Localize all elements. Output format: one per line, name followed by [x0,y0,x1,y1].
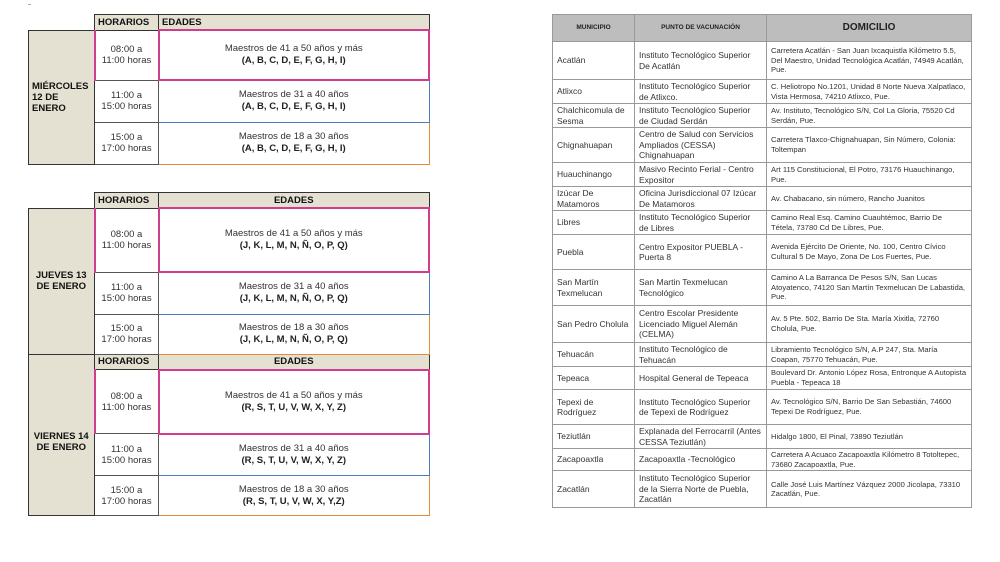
domicilio-cell: C. Heliotropo No.1201, Unidad 8 Norte Nueva Xalpatlaco, Vista Hermosa, 74210 Atlixco, Pue. [767,80,972,104]
age-group [159,122,430,164]
letters-text: (A, B, C, D, E, F, G, H, I) [241,101,346,113]
time-slot: 08:00 a 11:00 horas [95,30,159,80]
day-label: VIERNES 14 DE ENERO [29,370,95,516]
punto-cell: Instituto Tecnológico Superior de Ciudad Serdán [635,104,767,128]
municipio-cell: Tepeaca [553,367,635,390]
domicilio-cell: Art 115 Constitucional, El Potro, 73176 Huauchinango, Pue. [767,163,972,187]
time-slot: 11:00 a 15:00 horas [95,272,159,314]
municipio-cell: Puebla [553,235,635,270]
site-row [553,80,972,104]
day-label: JUEVES 13 DE ENERO [29,208,95,354]
header-edades: EDADES [159,354,430,370]
schedule-header-row [29,15,430,31]
municipio-cell: Atlixco [553,80,635,104]
schedule-row [29,30,430,80]
time-slot: 11:00 a 15:00 horas [95,434,159,476]
punto-cell: Zacapoaxtla -Tecnológico [635,449,767,471]
punto-cell: Hospital General de Tepeaca [635,367,767,390]
sites-body [553,42,972,508]
age-text: Maestros de 31 a 40 años [238,442,349,454]
punto-cell: Instituto Tecnológico Superior de Atlixco. [635,80,767,104]
age-text: Maestros de 41 a 50 años y más [224,228,363,239]
punto-cell: Centro Expositor PUEBLA - Puerta 8 [635,235,767,270]
header-blank [29,354,95,370]
municipio-cell: Izúcar De Matamoros [553,187,635,211]
age-group [159,434,430,476]
age-group [159,30,430,80]
header-horarios: HORARIOS [95,15,159,31]
age-group [159,80,430,122]
header-domicilio: DOMICILIO [767,15,972,42]
domicilio-cell: Av. Chabacano, sin número, Rancho Juanitos [767,187,972,211]
header-blank [29,15,95,31]
domicilio-cell: Avenida Ejército De Oriente, No. 100, Centro Cívico Cultural 5 De Mayo, Zona De Los Fuertes, Pue. [767,235,972,270]
site-row [553,104,972,128]
punto-cell: Instituto Tecnológico Superior de Tepexi de Rodríguez [635,390,767,425]
schedule-row [29,370,430,434]
site-row [553,343,972,367]
schedule-header-row [29,354,430,370]
time-slot: 11:00 a 15:00 horas [95,80,159,122]
schedule-table-wednesday [28,14,430,165]
site-row [553,42,972,80]
header-horarios: HORARIOS [95,193,159,209]
municipio-cell: Acatlán [553,42,635,80]
header-punto: PUNTO DE VACUNACIÓN [635,15,767,42]
letters-text: (A, B, C, D, E, F, G, H, I) [241,143,346,154]
age-group [159,208,430,272]
punto-cell: San Martin Texmelucan Tecnológico [635,270,767,306]
site-row [553,187,972,211]
municipio-cell: Tehuacán [553,343,635,367]
municipio-cell: Libres [553,211,635,235]
letters-text: (R, S, T, U, V, W, X, Y, Z) [241,401,347,413]
site-row [553,306,972,343]
time-slot: 15:00 a 17:00 horas [95,476,159,516]
municipio-cell: San Martín Texmelucan [553,270,635,306]
domicilio-cell: Camino Real Esq. Camino Cuauhtémoc, Barrio De Tétela, 73780 Cd De Libres, Pue. [767,211,972,235]
site-row [553,235,972,270]
domicilio-cell: Carretera Acatlán - San Juan Ixcaquistla Kilómetro 5.5, Del Maestro, Unidad Tecnológica Acatlán, 74949 Acatlán, Pue. [767,42,972,80]
age-text: Maestros de 18 a 30 años [238,483,349,495]
age-text: Maestros de 18 a 30 años [238,322,349,333]
municipio-cell: Chalchicomula de Sesma [553,104,635,128]
municipio-cell: Tepexi de Rodríguez [553,390,635,425]
site-row [553,471,972,508]
domicilio-cell: Libramiento Tecnológico S/N, A.P 247, Sta. María Coapan, 75770 Tehuacán, Pue. [767,343,972,367]
municipio-cell: Chignahuapan [553,128,635,163]
letters-text: (R, S, T, U, V, W, X, Y, Z) [241,454,347,466]
punto-cell: Masivo Recinto Ferial - Centro Expositor [635,163,767,187]
domicilio-cell: Av. 5 Pte. 502, Barrio De Sta. María Xixitla, 72760 Cholula, Pue. [767,306,972,343]
letters-text: (J, K, L, M, N, Ñ, O, P, Q) [239,240,348,251]
municipio-cell: Teziutlán [553,425,635,449]
header-horarios: HORARIOS [95,354,159,370]
domicilio-cell: Av. Instituto, Tecnológico S/N, Col La Gloria, 75520 Cd Serdán, Pue. [767,104,972,128]
punto-cell: Explanada del Ferrocarril (Antes CESSA Teziutlán) [635,425,767,449]
age-text: Maestros de 31 a 40 años [238,89,349,101]
age-text: Maestros de 41 a 50 años y más [224,389,363,401]
municipio-cell: Zacatlán [553,471,635,508]
punto-cell: Centro de Salud con Servicios Ampliados (CESSA) Chignahuapan [635,128,767,163]
header-edades: EDADES [159,193,430,209]
domicilio-cell: Carretera A Acuaco Zacapoaxtla Kilómetro 8 Totoltepec, 73680 Zacapoaxtla, Pue. [767,449,972,471]
punto-cell: Instituto Tecnológico Superior de la Sierra Norte de Puebla, Zacatlán [635,471,767,508]
domicilio-cell: Camino A La Barranca De Pesos S/N, San Lucas Atoyatenco, 74120 San Martín Texmelucan De Labastida, Pue. [767,270,972,306]
domicilio-cell: Carretera Tlaxco-Chignahuapan, Sin Número, Colonia: Toltempan [767,128,972,163]
header-municipio: MUNICIPIO [553,15,635,42]
municipio-cell: Zacapoaxtla [553,449,635,471]
time-slot: 15:00 a 17:00 horas [95,122,159,164]
punto-cell: Instituto Tecnológico Superior de Libres [635,211,767,235]
page-corner-mark [28,4,31,5]
age-group [159,476,430,516]
site-row [553,390,972,425]
time-slot: 08:00 a 11:00 horas [95,208,159,272]
schedule-table-thursday-friday [28,192,430,516]
time-slot: 15:00 a 17:00 horas [95,314,159,354]
schedule-row [29,208,430,272]
site-row [553,163,972,187]
age-text: Maestros de 18 a 30 años [238,131,349,142]
municipio-cell: Huauchinango [553,163,635,187]
site-row [553,270,972,306]
site-row [553,211,972,235]
domicilio-cell: Boulevard Dr. Antonio López Rosa, Entronque A Autopista Puebla - Tepeaca 18 [767,367,972,390]
domicilio-cell: Calle José Luis Martínez Vázquez 2000 Jicolapa, 73310 Zacatlán, Pue. [767,471,972,508]
day-label: MIÉRCOLES 12 DE ENERO [29,30,95,164]
site-row [553,449,972,471]
domicilio-cell: Av. Tecnológico S/N, Barrio De San Sebastián, 74600 Tepexi De Rodríguez, Pue. [767,390,972,425]
site-row [553,425,972,449]
domicilio-cell: Hidalgo 1800, El Pinal, 73890 Teziutlán [767,425,972,449]
site-row [553,367,972,390]
punto-cell: Centro Escolar Presidente Licenciado Miguel Alemán (CELMA) [635,306,767,343]
letters-text: (J, K, L, M, N, Ñ, O, P, Q) [239,293,348,305]
letters-text: (R, S, T, U, V, W, X, Y,Z) [242,495,345,507]
sites-header-row [553,15,972,42]
age-text: Maestros de 41 a 50 años y más [224,43,363,54]
age-group [159,370,430,434]
header-blank [29,193,95,209]
letters-text: (J, K, L, M, N, Ñ, O, P, Q) [239,334,348,345]
vaccination-sites-table [552,14,972,508]
age-text: Maestros de 31 a 40 años [238,281,349,293]
punto-cell: Instituto Tecnológico Superior De Acatlán [635,42,767,80]
age-group [159,272,430,314]
punto-cell: Oficina Jurisdiccional 07 Izúcar De Matamoros [635,187,767,211]
punto-cell: Instituto Tecnológico de Tehuacán [635,343,767,367]
header-edades: EDADES [159,15,430,31]
age-group [159,314,430,354]
schedule-header-row [29,193,430,209]
site-row [553,128,972,163]
municipio-cell: San Pedro Cholula [553,306,635,343]
time-slot: 08:00 a 11:00 horas [95,370,159,434]
letters-text: (A, B, C, D, E, F, G, H, I) [241,55,346,66]
